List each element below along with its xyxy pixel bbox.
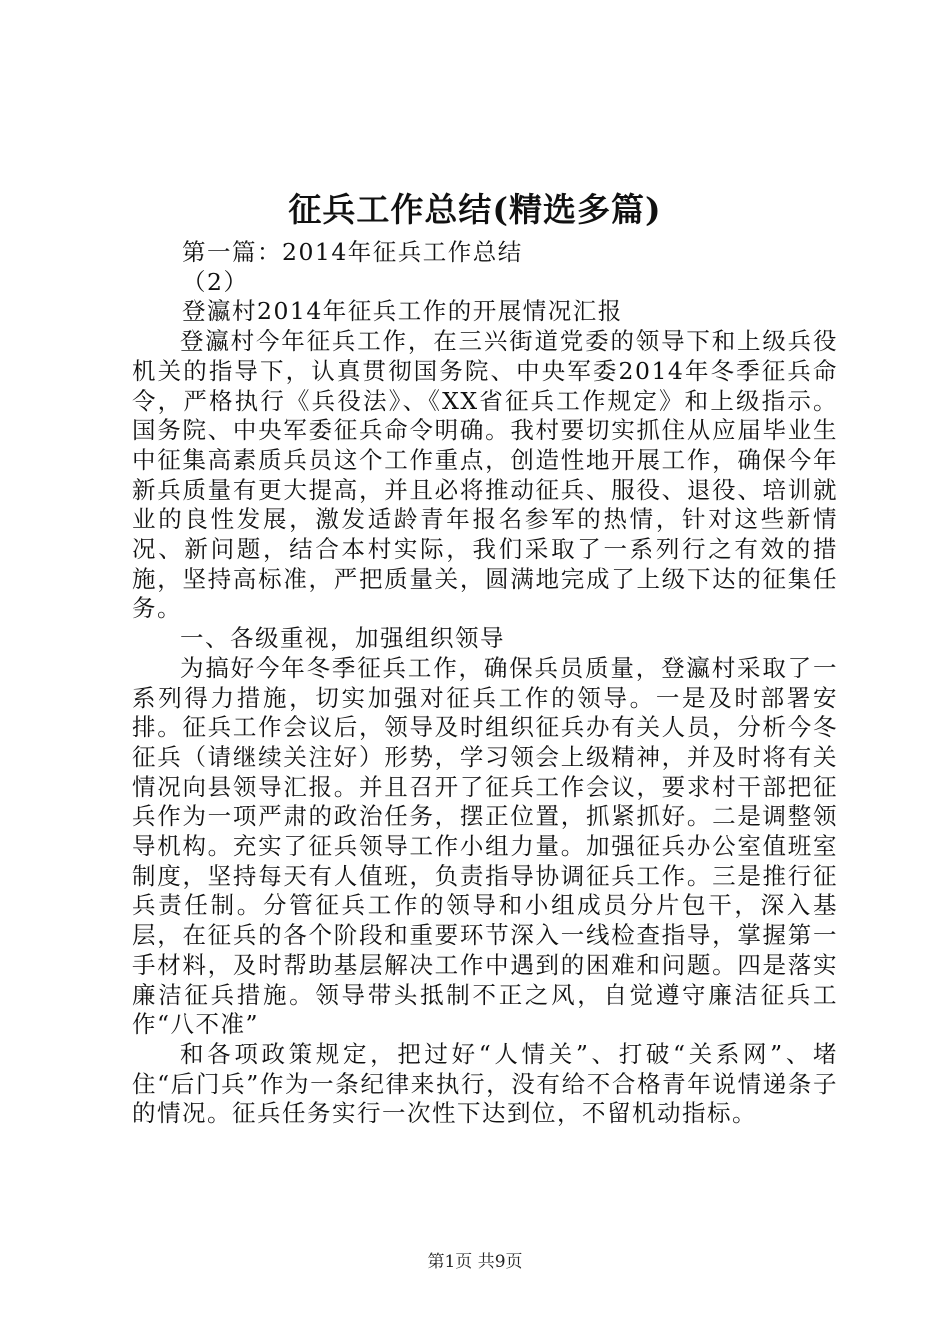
page-number: 第1页 共9页 — [427, 1252, 523, 1272]
document-title: 征兵工作总结(精选多篇) — [288, 190, 662, 229]
section-heading: 第一篇：2014年征兵工作总结 — [182, 238, 523, 266]
report-heading: 登瀛村2014年征兵工作的开展情况汇报 — [182, 297, 623, 326]
paragraph-measures: 为搞好今年冬季征兵工作，确保兵员质量，登瀛村采取了一系列得力措施，切实加强对征兵工作的领导。一是及时部署安排。征兵工作会议后，领导及时组织征兵办有关人员，分析今冬征兵（请继续关注好）形势，学习领会上级精神，并及时将有关情况向县领导汇报。并且召开了征兵工作会议，要求村干部把征兵作为一项严肃的政治任务，摆正位置，抓紧抓好。二是调整领导机构。充实了征兵领导工作小组力量。加强征兵办公室值班室制度，坚持每天有人值班，负责指导协调征兵工作。三是推行征兵责任制。分管征兵工作的领导和小组成员分片包干，深入基层，在征兵的各个阶段和重要环节深入一线检查指导，掌握第一手材料，及时帮助基层解决工作中遇到的困难和问题。四是落实廉洁征兵措施。领导带头抵制不正之风，自觉遵守廉洁征兵工作“八不准” — [132, 653, 838, 1039]
subheading-1: 一、各级重视，加强组织领导 — [180, 624, 505, 653]
section-number: （2） — [182, 267, 249, 296]
paragraph-intro: 登瀛村今年征兵工作，在三兴街道党委的领导下和上级兵役机关的指导下，认真贯彻国务院、中央军委2014年冬季征兵命令，严格执行《兵役法》、《XX省征兵工作规定》和上级指示。国务院、中央军委征兵命令明确。我村要切实抓住从应届毕业生中征集高素质兵员这个工作重点，创造性地开展工作，确保今年新兵质量有更大提高，并且必将推动征兵、服役、退役、培训就业的良性发展，激发适龄青年报名参军的热情，针对这些新情况、新问题，结合本村实际，我们采取了一系列行之有效的措施，坚持高标准，严把质量关，圆满地完成了上级下达的征集任务。 — [132, 327, 838, 623]
document-body — [132, 238, 838, 1129]
paragraph-policies: 和各项政策规定，把过好“人情关”、打破“关系网”、堵住“后门兵”作为一条纪律来执行，没有给不合格青年说情递条子的情况。征兵任务实行一次性下达到位，不留机动指标。 — [132, 1039, 838, 1128]
